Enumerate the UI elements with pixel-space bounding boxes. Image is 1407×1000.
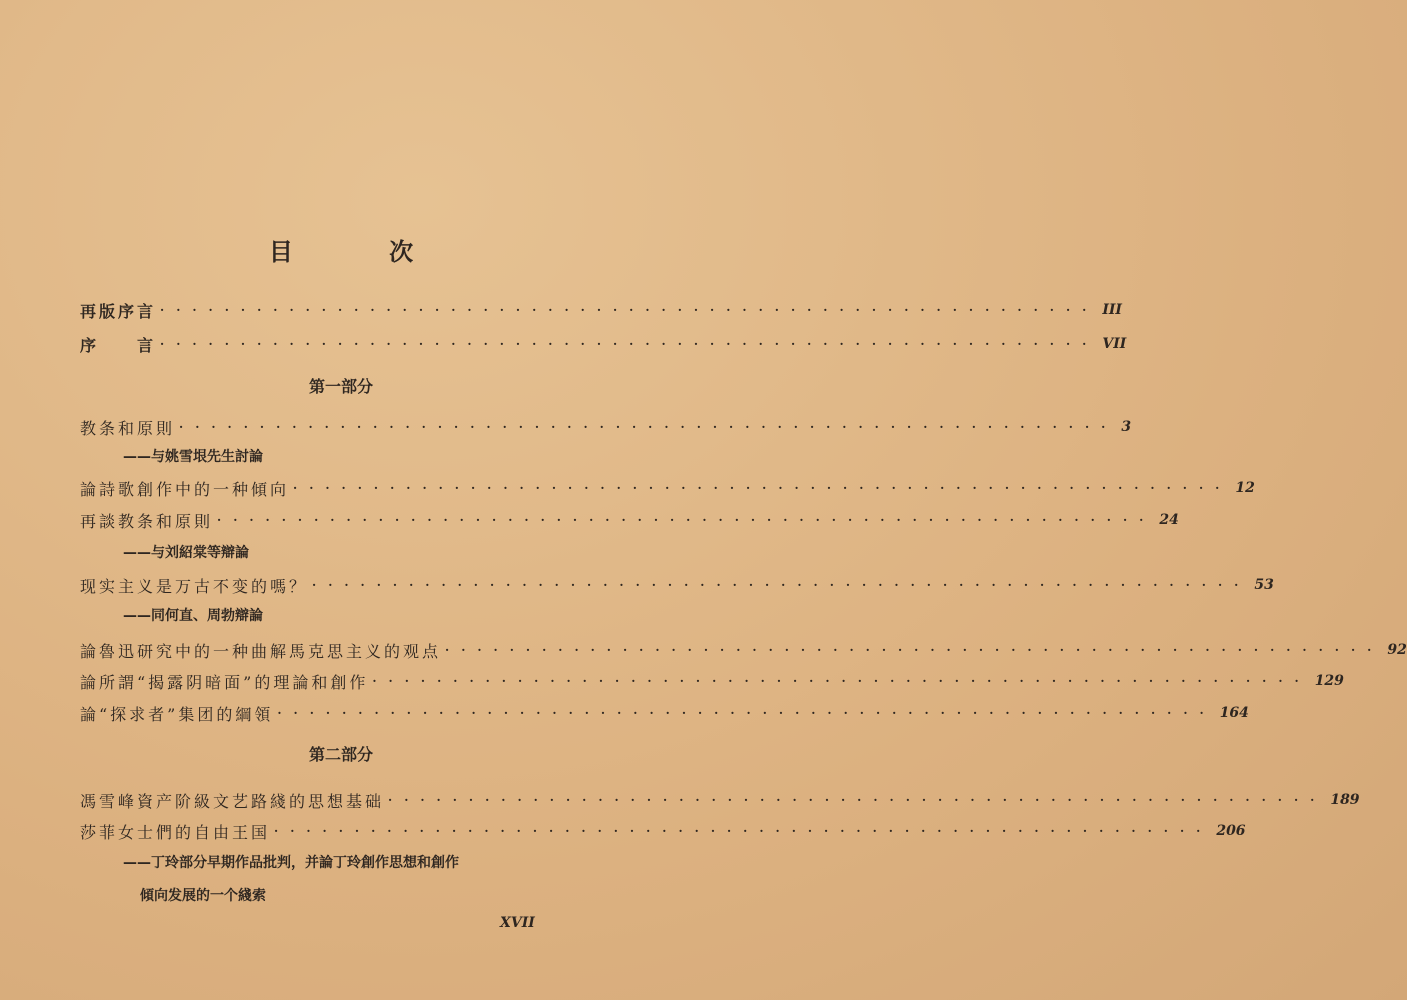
entry-title: 莎菲女士們的自由王国 — [80, 822, 271, 842]
leader-dots: ·························································· — [388, 793, 1327, 807]
entry-page: 206 — [1216, 823, 1246, 839]
entry-title: 再版序言 — [80, 301, 157, 321]
leader-dots: ·························································· — [160, 303, 1099, 317]
leader-dots: ·························································· — [277, 706, 1216, 720]
entry-title: 論所謂“揭露阴暗面”的理論和創作 — [80, 672, 369, 692]
page-title: 目 次 — [268, 238, 458, 266]
page-number: XVII — [500, 915, 535, 931]
entry-page: 164 — [1219, 705, 1249, 721]
part-heading: 第一部分 — [308, 377, 373, 396]
toc-entry — [80, 333, 1127, 355]
toc-entry — [80, 509, 1179, 531]
leader-dots: ·························································· — [179, 420, 1118, 434]
entry-page: 24 — [1159, 512, 1179, 528]
entry-title: 論“探求者”集团的綱領 — [80, 704, 274, 724]
entry-page: 12 — [1235, 480, 1255, 496]
part-heading: 第二部分 — [308, 745, 373, 764]
toc-entry — [80, 670, 1344, 692]
entry-subtitle: ——同何直、周勃辯論 — [123, 608, 263, 624]
leader-dots: ·························································· — [312, 578, 1251, 592]
toc-entry — [80, 477, 1255, 499]
toc-entry — [80, 702, 1249, 724]
leader-dots: ·························································· — [372, 674, 1311, 688]
entry-page: 189 — [1330, 792, 1360, 808]
entry-page: 92 — [1387, 642, 1407, 658]
entry-title: 馮雪峰資产阶級文艺路綫的思想基础 — [80, 791, 385, 811]
toc-entry — [80, 299, 1122, 321]
entry-subtitle: ——与刘紹棠等辯論 — [123, 545, 249, 561]
leader-dots: ·························································· — [160, 337, 1099, 351]
toc-entry — [80, 639, 1407, 661]
toc-entry — [80, 574, 1274, 596]
entry-page: VII — [1102, 336, 1127, 352]
toc-entry — [80, 820, 1246, 842]
leader-dots: ·························································· — [217, 513, 1156, 527]
entry-subtitle: ——丁玲部分早期作品批判，并論丁玲創作思想和創作 — [123, 855, 459, 871]
leader-dots: ·························································· — [274, 824, 1213, 838]
entry-title: 教条和原則 — [80, 418, 176, 438]
entry-subtitle-continued: 傾向发展的一个綫索 — [140, 888, 266, 904]
entry-title: 现实主义是万古不变的嗎？ — [80, 576, 309, 596]
leader-dots: ·························································· — [293, 481, 1232, 495]
entry-page: III — [1102, 302, 1122, 318]
entry-title: 論詩歌創作中的一种傾向 — [80, 479, 290, 499]
entry-title: 論魯迅研究中的一种曲解馬克思主义的观点 — [80, 641, 442, 661]
toc-entry — [80, 789, 1360, 811]
leader-dots: ·························································· — [445, 643, 1384, 657]
toc-entry — [80, 416, 1132, 438]
entry-page: 3 — [1121, 419, 1132, 435]
entry-page: 129 — [1314, 673, 1344, 689]
entry-page: 53 — [1254, 577, 1274, 593]
entry-title: 再談教条和原則 — [80, 511, 214, 531]
entry-subtitle: ——与姚雪垠先生討論 — [123, 449, 263, 465]
entry-title: 序 言 — [80, 335, 157, 355]
